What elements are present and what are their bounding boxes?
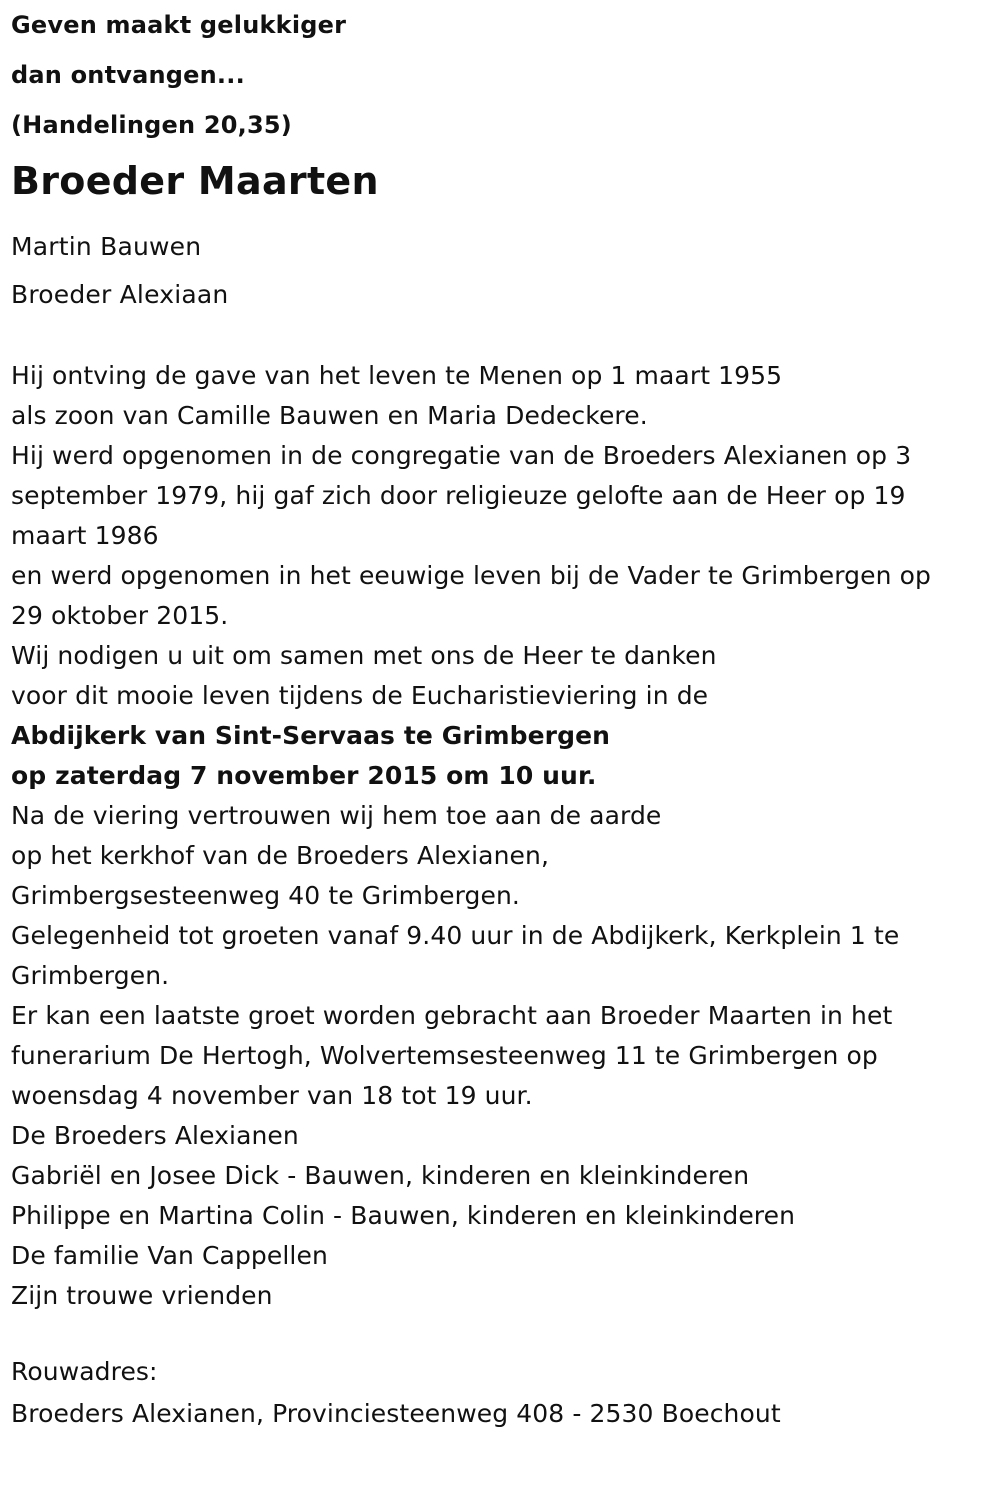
mourner-line: Gabriël en Josee Dick - Bauwen, kinderen en kleinkinderen: [11, 1161, 750, 1190]
body-line: en werd opgenomen in het eeuwige leven bij de Vader te Grimbergen op: [11, 561, 931, 590]
mourner-line: Philippe en Martina Colin - Bauwen, kinderen en kleinkinderen: [11, 1201, 796, 1230]
full-name: Martin Bauwen: [11, 232, 202, 261]
body-line: 29 oktober 2015.: [11, 601, 229, 630]
address-value: Broeders Alexianen, Provinciesteenweg 408 - 2530 Boechout: [11, 1399, 781, 1428]
body-line: Grimbergen.: [11, 961, 170, 990]
bible-verse: [11, 0, 996, 150]
deceased-name-heading: Broeder Maarten: [11, 159, 379, 203]
body-line: voor dit mooie leven tijdens de Eucharistieviering in de: [11, 681, 709, 710]
body-line: Er kan een laatste groet worden gebracht aan Broeder Maarten in het: [11, 1001, 893, 1030]
body-line: Gelegenheid tot groeten vanaf 9.40 uur in de Abdijkerk, Kerkplein 1 te: [11, 921, 900, 950]
body-line: Wij nodigen u uit om samen met ons de Heer te danken: [11, 641, 717, 670]
identity-block: [11, 223, 996, 319]
ceremony-location: Abdijkerk van Sint-Servaas te Grimbergen: [11, 721, 611, 750]
body-line: maart 1986: [11, 521, 159, 550]
mourner-line: De familie Van Cappellen: [11, 1241, 328, 1270]
body-line: Hij werd opgenomen in de congregatie van de Broeders Alexianen op 3: [11, 441, 912, 470]
mourner-line: Zijn trouwe vrienden: [11, 1281, 273, 1310]
ceremony-datetime: op zaterdag 7 november 2015 om 10 uur.: [11, 761, 597, 790]
mourning-address: [11, 1351, 996, 1435]
religious-role: Broeder Alexiaan: [11, 280, 229, 309]
mourner-line: De Broeders Alexianen: [11, 1121, 299, 1150]
body-line: funerarium De Hertogh, Wolvertemsesteenweg 11 te Grimbergen op: [11, 1041, 878, 1070]
body-line: Grimbergsesteenweg 40 te Grimbergen.: [11, 881, 520, 910]
body-line: Na de viering vertrouwen wij hem toe aan de aarde: [11, 801, 662, 830]
verse-line: dan ontvangen...: [11, 61, 245, 89]
body-line: woensdag 4 november van 18 tot 19 uur.: [11, 1081, 533, 1110]
obituary-notice: [11, 0, 996, 1435]
obituary-body: [11, 356, 996, 1316]
body-line: september 1979, hij gaf zich door religieuze gelofte aan de Heer op 19: [11, 481, 906, 510]
body-line: Hij ontving de gave van het leven te Menen op 1 maart 1955: [11, 361, 783, 390]
body-line: op het kerkhof van de Broeders Alexianen,: [11, 841, 550, 870]
body-line: als zoon van Camille Bauwen en Maria Dedeckere.: [11, 401, 648, 430]
verse-line: (Handelingen 20,35): [11, 111, 292, 139]
address-label: Rouwadres:: [11, 1357, 158, 1386]
verse-line: Geven maakt gelukkiger: [11, 11, 347, 39]
